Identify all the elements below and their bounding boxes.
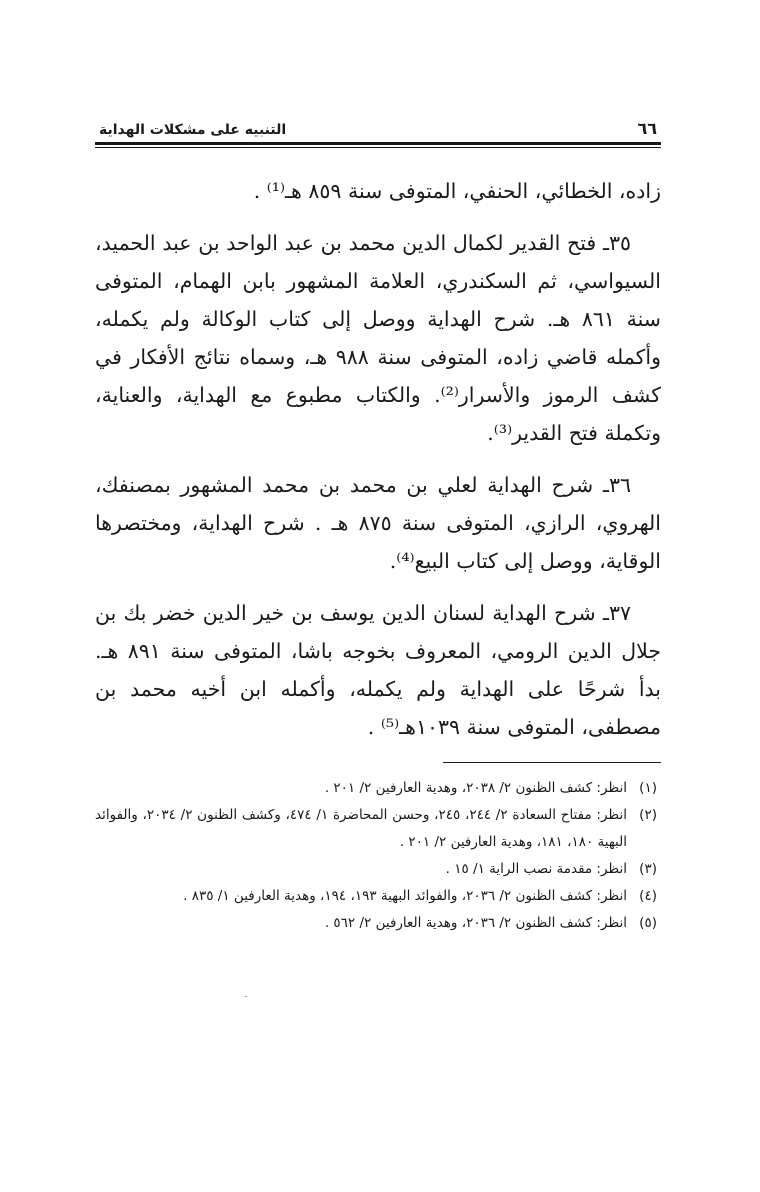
paragraph-entry-37: ٣٧ـ شرح الهداية لسنان الدين يوسف بن خير الدين خضر بك بن جلال الدين الرومي، المعروف بخوجه باشا، المتوفى سنة ٨٩١ هـ. بدأ شرحًا على الهداية ولم يكمله، وأكمله ابن أخيه محمد بن مصطفى، المتوفى سنة ١٠٣٩هـ⁽⁵⁾ . [95,601,661,739]
running-header [95,112,661,138]
footnote-text: انظر: كشف الظنون ٢/ ٢٠٣٨، وهدية العارفين ٢/ ٢٠١ . [324,780,627,796]
main-text [95,172,661,746]
footnote-separator [443,762,661,763]
footnote-number: (٢) [639,807,657,823]
scan-speck [245,996,247,997]
footnote [95,802,661,856]
header-rule-thin [95,147,661,148]
footnote-number: (٥) [639,915,657,931]
footnotes [95,775,661,937]
book-page [95,112,661,937]
header-rule-thick [95,142,661,145]
footnote-number: (١) [639,780,657,796]
footnote-text: انظر: كشف الظنون ٢/ ٢٠٣٦، والفوائد البهية ١٩٣، ١٩٤، وهدية العارفين ١/ ٨٣٥ . [183,888,627,904]
page-number: ٦٦ [637,119,657,138]
paragraph-entry-35: ٣٥ـ فتح القدير لكمال الدين محمد بن عبد الواحد بن عبد الحميد، السيواسي، ثم السكندري، العلامة المشهور بابن الهمام، المتوفى سنة ٨٦١ هـ. شرح الهداية ووصل إلى كتاب الوكالة ولم يكمله، وأكمله قاضي زاده، المتوفى سنة ٩٨٨ هـ، وسماه نتائج الأفكار في كشف الرموز والأسرار⁽²⁾. والكتاب مطبوع مع الهداية، والعناية، وتكملة فتح القدير⁽³⁾. [95,231,661,445]
footnote-text: انظر: مقدمة نصب الراية ١/ ١٥ . [445,861,627,877]
footnote [95,856,661,883]
footnote-number: (٣) [639,861,657,877]
footnote [95,910,661,937]
running-title: التنبيه على مشكلات الهداية [99,122,287,138]
footnote [95,775,661,802]
footnote-text: انظر: كشف الظنون ٢/ ٢٠٣٦، وهدية العارفين ٢/ ٥٦٢ . [324,915,627,931]
footnote-number: (٤) [639,888,657,904]
paragraph-entry-36: ٣٦ـ شرح الهداية لعلي بن محمد بن محمد المشهور بمصنفك، الهروي، الرازي، المتوفى سنة ٨٧٥ هـ . شرح الهداية، ومختصرها الوقاية، ووصل إلى كتاب البيع⁽⁴⁾. [95,473,661,573]
footnote [95,883,661,910]
footnote-text: انظر: مفتاح السعادة ٢/ ٢٤٤، ٢٤٥، وحسن المحاضرة ١/ ٤٧٤، وكشف الظنون ٢/ ٢٠٣٤، والفوائد البهية ١٨٠، ١٨١، وهدية العارفين ٢/ ٢٠١ . [95,807,628,850]
paragraph-continuation: زاده، الخطائي، الحنفي، المتوفى سنة ٨٥٩ هـ⁽¹⁾ . [253,179,661,203]
